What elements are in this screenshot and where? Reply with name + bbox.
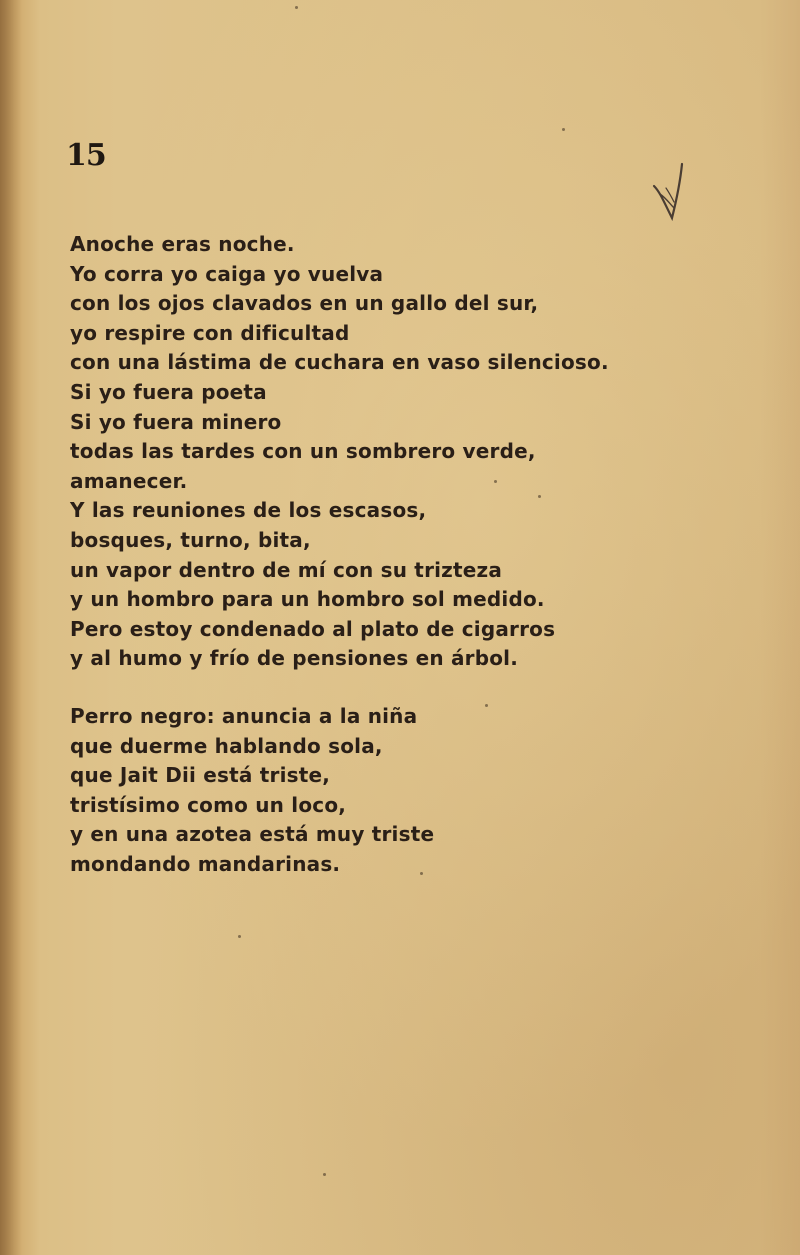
poem-line: bosques, turno, bita, bbox=[70, 527, 311, 552]
poem-line: Pero estoy condenado al plato de cigarros bbox=[70, 616, 556, 641]
poem bbox=[70, 230, 770, 879]
poem-line: tristísimo como un loco, bbox=[70, 792, 347, 817]
paper-speck bbox=[420, 872, 423, 875]
poem-line: yo respire con dificultad bbox=[70, 320, 350, 345]
poem-line: y en una azotea está muy triste bbox=[70, 822, 435, 847]
stanza-2 bbox=[70, 702, 770, 880]
paper-speck bbox=[323, 1173, 326, 1176]
paper-speck bbox=[485, 704, 488, 707]
poem-line: con una lástima de cuchara en vaso silencioso. bbox=[70, 350, 609, 375]
poem-line: que duerme hablando sola, bbox=[70, 733, 383, 758]
paper-speck bbox=[295, 6, 298, 9]
poem-line: que Jait Dii está triste, bbox=[70, 763, 331, 788]
poem-line: con los ojos clavados en un gallo del sur, bbox=[70, 291, 539, 316]
paper-speck bbox=[562, 128, 565, 131]
paper-speck bbox=[238, 935, 241, 938]
poem-line: Yo corra yo caiga yo vuelva bbox=[70, 261, 384, 286]
poem-line: mondando mandarinas. bbox=[70, 851, 341, 876]
page-number: 15 bbox=[66, 138, 106, 173]
poem-line: y un hombro para un hombro sol medido. bbox=[70, 587, 545, 612]
stanza-1 bbox=[70, 230, 770, 674]
poem-line: Perro negro: anuncia a la niña bbox=[70, 703, 418, 728]
spine-shadow bbox=[0, 0, 22, 1255]
paper-speck bbox=[538, 495, 541, 498]
pencil-check-mark bbox=[646, 158, 706, 238]
poem-line: todas las tardes con un sombrero verde, bbox=[70, 439, 536, 464]
paper-speck bbox=[494, 480, 497, 483]
poem-line: amanecer. bbox=[70, 468, 188, 493]
poem-line: y al humo y frío de pensiones en árbol. bbox=[70, 646, 519, 671]
poem-line: Y las reuniones de los escasos, bbox=[70, 498, 427, 523]
poem-line: Si yo fuera poeta bbox=[70, 379, 267, 404]
poem-line: un vapor dentro de mí con su trizteza bbox=[70, 557, 503, 582]
poem-line: Si yo fuera minero bbox=[70, 409, 282, 434]
poem-line: Anoche eras noche. bbox=[70, 232, 295, 256]
